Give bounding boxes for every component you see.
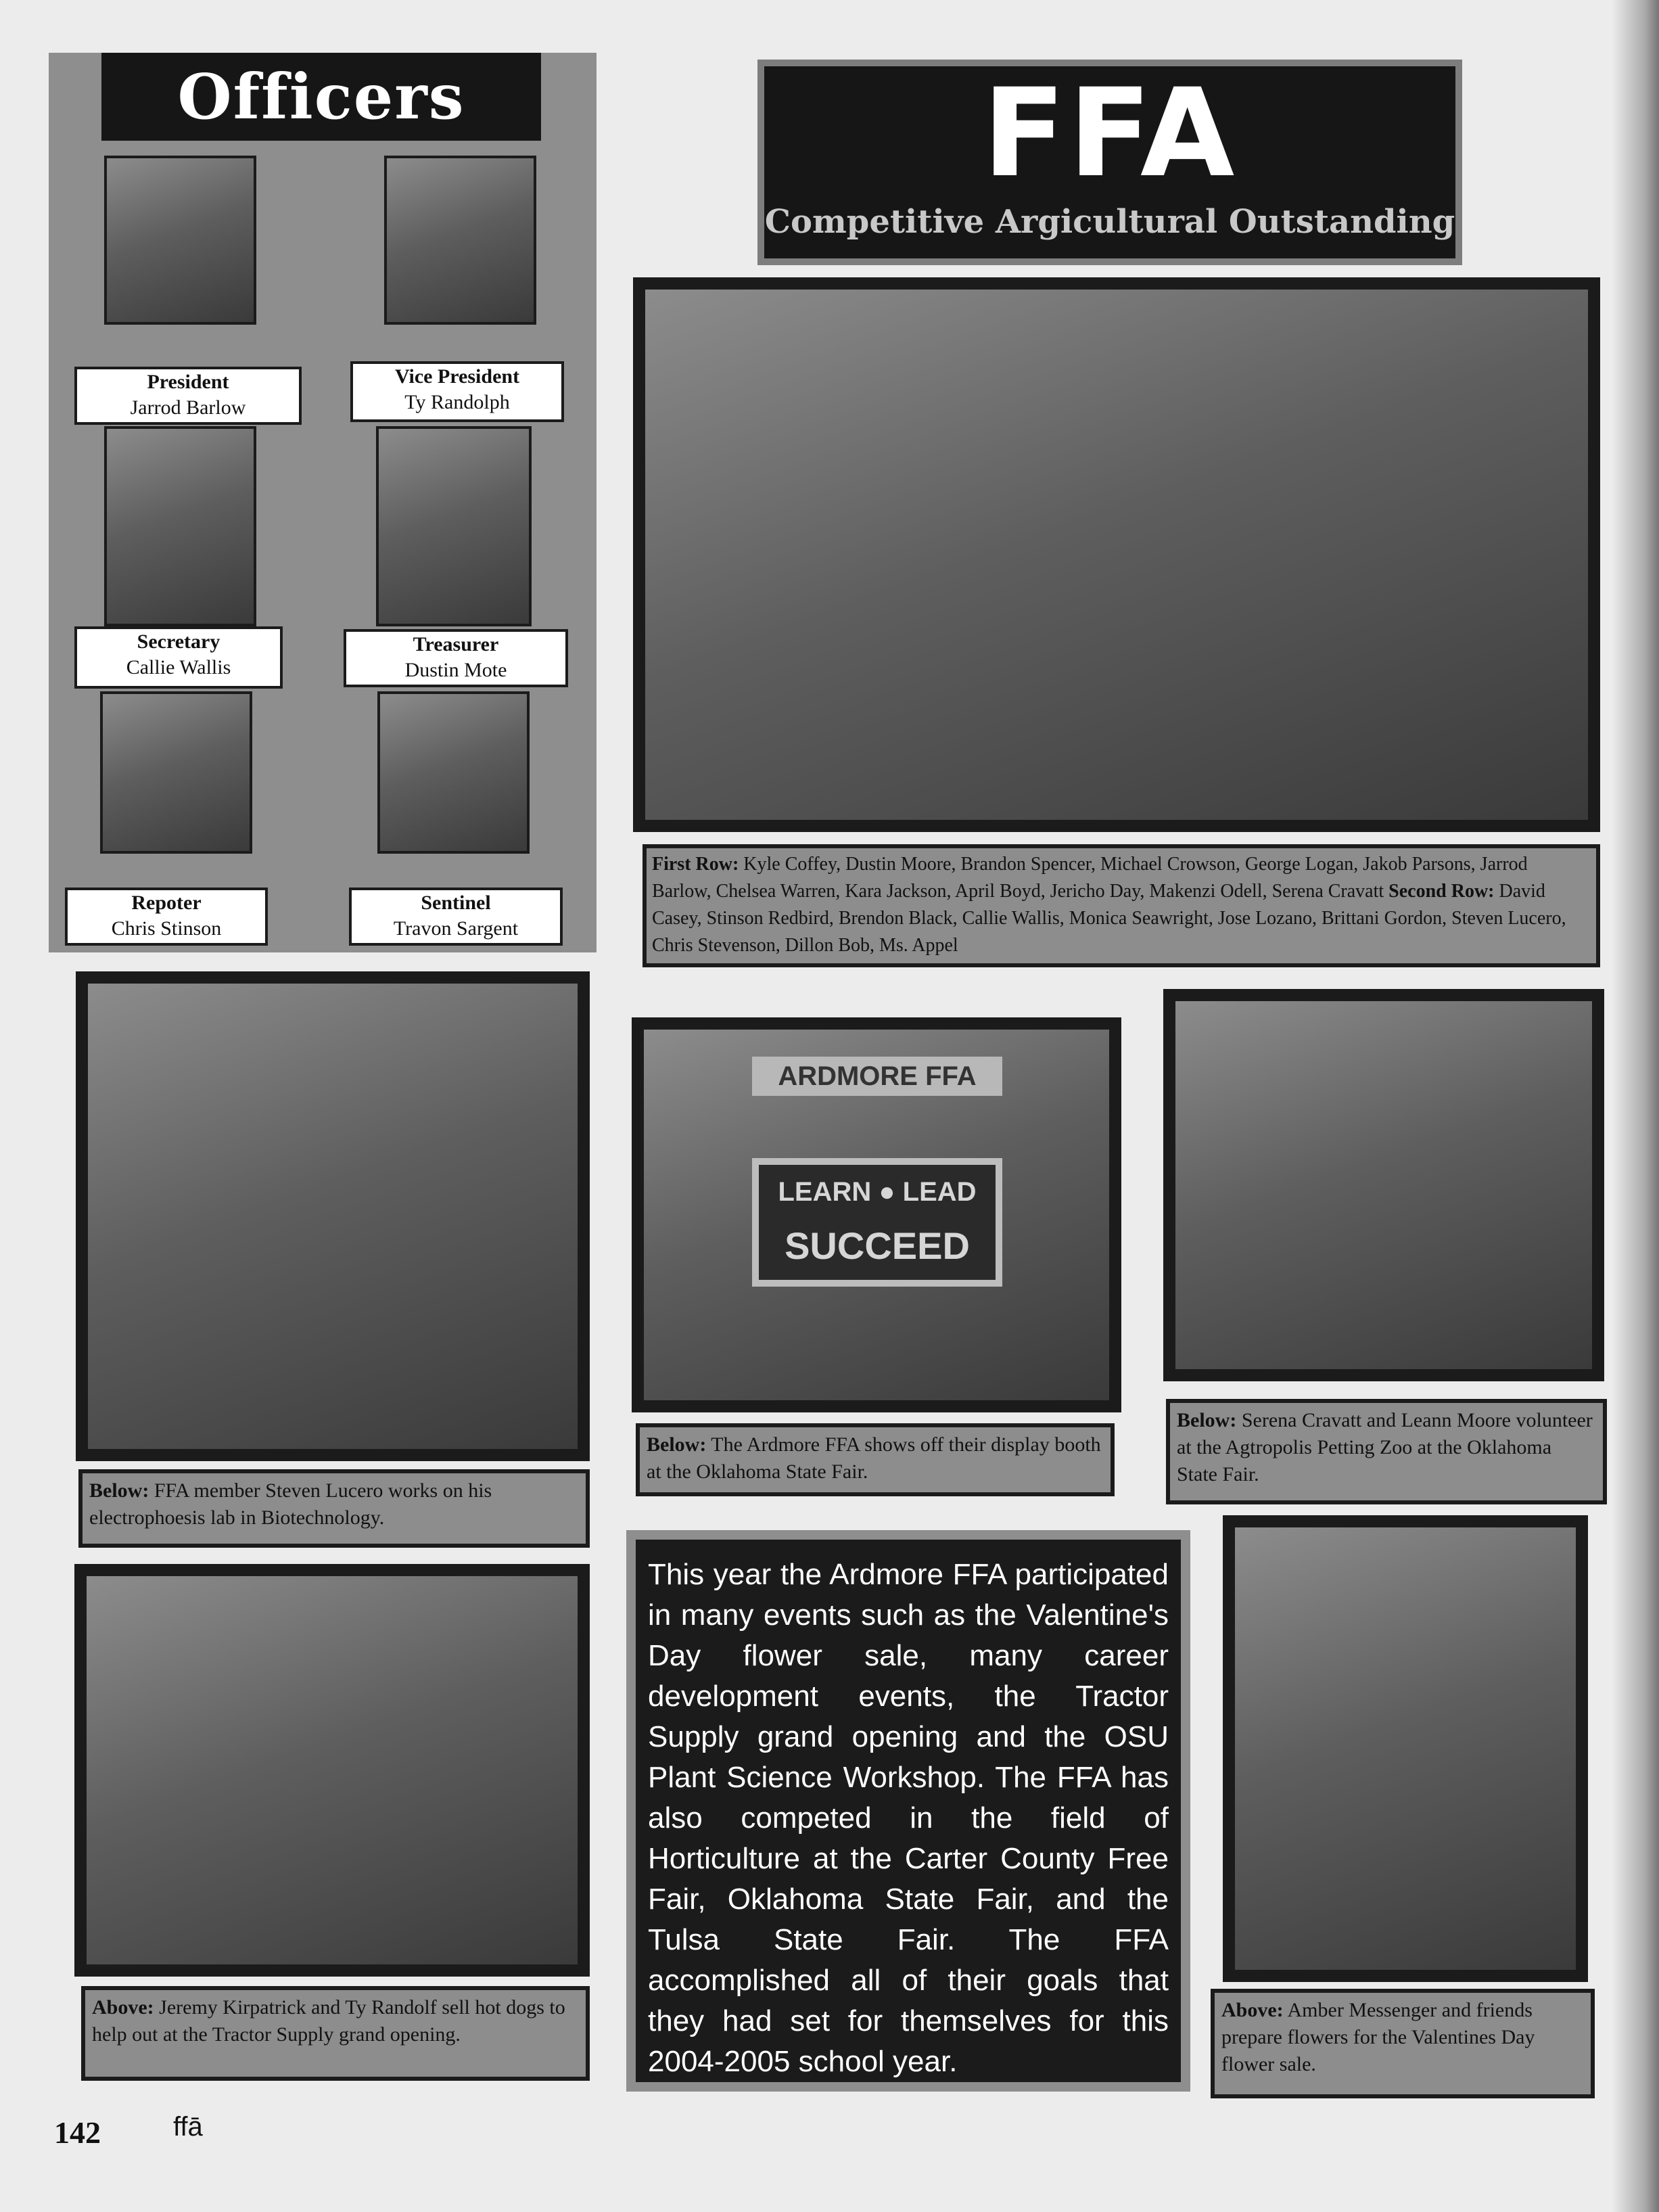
page-edge-shadow	[1612, 0, 1659, 2212]
section-name: ffā	[173, 2112, 203, 2142]
officer-photo-secretary	[104, 426, 256, 626]
booth-sign-main: LEARN ● LEAD SUCCEED	[752, 1158, 1002, 1287]
booth-sign-top: ARDMORE FFA	[752, 1057, 1002, 1096]
officer-photo-president	[104, 156, 256, 325]
ffa-subtitle: Competitive Argicultural Outstanding	[764, 203, 1455, 241]
officer-photo-treasurer	[376, 426, 532, 626]
zoo-caption: Below: Serena Cravatt and Leann Moore volunteer at the Agtropolis Petting Zoo at the Oklahoma State Fair.	[1166, 1399, 1607, 1504]
ffa-header	[757, 60, 1462, 265]
officer-photo-vice-president	[384, 156, 536, 325]
officer-label-repoter: Repoter Chris Stinson	[65, 888, 268, 946]
zoo-photo-frame	[1163, 989, 1604, 1381]
booth-photo	[644, 1030, 1109, 1400]
officer-photo-sentinel	[377, 691, 530, 854]
officer-label-vice-president: Vice President Ty Randolph	[350, 361, 564, 422]
officer-label-secretary: Secretary Callie Wallis	[74, 626, 283, 689]
lab-photo	[88, 984, 578, 1449]
booth-photo-frame	[632, 1017, 1121, 1412]
hotdog-caption: Above: Jeremy Kirpatrick and Ty Randolf sell hot dogs to help out at the Tractor Supply grand opening.	[81, 1986, 590, 2081]
officer-label-treasurer: Treasurer Dustin Mote	[344, 629, 568, 687]
lab-photo-frame	[76, 971, 590, 1461]
officer-label-sentinel: Sentinel Travon Sargent	[349, 888, 563, 946]
flowers-photo	[1235, 1527, 1576, 1970]
story-box	[626, 1530, 1190, 2092]
zoo-photo	[1175, 1001, 1592, 1369]
hotdog-photo	[87, 1576, 578, 1964]
page-number: 142	[54, 2115, 101, 2150]
story-text: This year the Ardmore FFA participated in many events such as the Valentine's Day flower sale, many career development events, the Tractor Supply grand opening and the OSU Plant Science Workshop. The FFA has also competed in the field of Horticulture at the Carter County Free Fair, Oklahoma State Fair, and the Tulsa State Fair. The FFA accomplished all of their goals that they had set for themselves for this 2004-2005 school year.	[636, 1540, 1181, 2082]
flowers-photo-frame	[1223, 1515, 1588, 1982]
lab-caption: Below: FFA member Steven Lucero works on his electrophoesis lab in Biotechnology.	[78, 1469, 590, 1548]
officers-title: Officers	[177, 60, 465, 133]
hotdog-photo-frame	[74, 1564, 590, 1977]
officers-title-bar	[101, 53, 541, 141]
group-photo	[645, 290, 1588, 820]
officers-panel	[49, 53, 597, 952]
group-photo-frame	[633, 277, 1600, 832]
officer-photo-repoter	[100, 691, 252, 854]
ffa-title: FFA	[982, 63, 1238, 204]
officer-label-president: President Jarrod Barlow	[74, 367, 302, 425]
group-caption: First Row: Kyle Coffey, Dustin Moore, Brandon Spencer, Michael Crowson, George Logan, Jakob Parsons, Jarrod Barlow, Chelsea Warren, Kara Jackson, April Boyd, Jericho Day, Makenzi Odell, Serena Cravatt Second Row: David Casey, Stinson Redbird, Brendon Black, Callie Wallis, Monica Seawright, Jose Lozano, Brittani Gordon, Steven Lucero, Chris Stevenson, Dillon Bob, Ms. Appel	[642, 844, 1600, 967]
booth-caption: Below: The Ardmore FFA shows off their display booth at the Oklahoma State Fair.	[636, 1423, 1115, 1496]
flowers-caption: Above: Amber Messenger and friends prepare flowers for the Valentines Day flower sale.	[1211, 1989, 1595, 2098]
